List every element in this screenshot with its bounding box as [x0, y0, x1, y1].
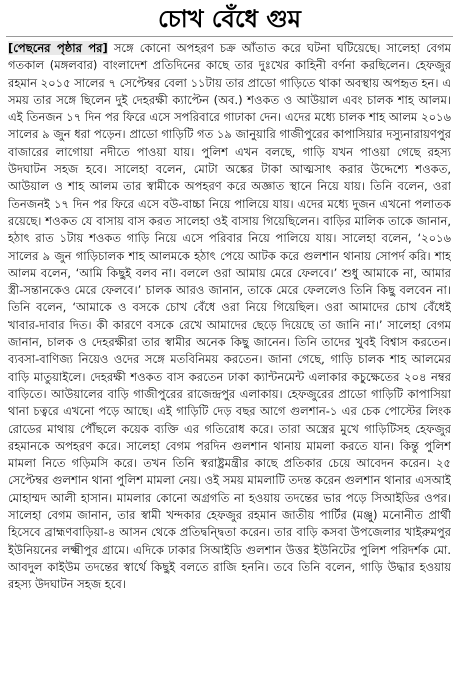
- article-text: সঙ্গে কোনো অপহরণ চক্র আঁতাত করে ঘটনা ঘটিয়েছে। সালেহা বেগম গতকাল (মঙ্গলবার) বাংলাদেশ প্রতিদিনের কাছে তার দুঃখের কাহিনী বর্ণনা করছিলেন। হেফজুর রহমান ২০১৫ সালের ৭ সেপ্টেম্বর বেলা ১১টায় তার প্রাডো গাড়িতে থাকা অবস্থায় অপহৃত হন। এ সময় তার সঙ্গে ছিলেন দুই দেহরক্ষী ক্যাপ্টেন (অব.) শওকত ও আউয়াল এবং চালক শাহ আলম। এই তিনজন ১৭ দিন পর ফিরে এসে সপরিবারে গাঢাকা দেন। এদের মধ্যে চালক শাহ আলম ২০১৬ সালের ৯ জুন ধরা পড়েন। প্রাডো গাড়িটি গত ১৯ জানুয়ারি গাজীপুরের কাপাসিয়ার দস্যুনারায়ণপুর বাজারের লাগোয়া নদীতে পাওয়া যায়। পুলিশ এখন বলছে, গাড়ি যখন পাওয়া গেছে রহস্য উদঘাটন সহজ হবে। সালেহা বলেন, মোটা অঙ্কের টাকা আত্মসাৎ করার উদ্দেশ্যে শওকত, আউয়াল ও শাহ আলম তার স্বামীকে অপহরণ করে অজ্ঞাত স্থানে নিয়ে যায়। তিনি বলেন, ওরা তিনজনই ১৭ দিন পর ফিরে এসে বউ-বাচ্চা নিয়ে পালিয়ে যায়। এদের মধ্যে দুজন এখনো পলাতক রয়েছে। শওকত যে বাসায় বাস করত সালেহা ওই বাসায় গিয়েছিলেন। বাড়ির মালিক তাকে জানান, হঠাৎ রাত ১টায় শওকত গাড়ি নিয়ে এসে পরিবার নিয়ে পালিয়ে যায়। সালেহা বলেন, ‘২০১৬ সালের ৯ জুন গাড়িচালক শাহ আলমকে হঠাৎ পেয়ে আটক করে গুলশান থানায় সোপর্দ করি। শাহ আলম বলেন, ‘আমি কিছুই বলব না। বললে ওরা আমায় মেরে ফেলবে।’ শুধু আমাকে না, আমার স্ত্রী-সন্তানকেও মেরে ফেলবে।’ চালক আরও জানান, তাকে মেরে ফেললেও তিনি কিছু বলবেন না। তিনি বলেন, ‘আমাকে ও বসকে চোখ বেঁধে ওরা নিয়ে গিয়েছিল। ওরা আমাদের চোখ বেঁধেই খাবার-দাবার দিত। কী কারণে বসকে রেখে আমাদের ছেড়ে দিয়েছে তা জানি না।’ সালেহা বেগম জানান, চালক ও দেহরক্ষীরা তার স্বামীর অনেক কিছু জানেন। তিনি তাদের খুবই বিশ্বাস করতেন। ব্যবসা-বাণিজ্য নিয়েও ওদের সঙ্গে মতবিনিময় করতেন। জানা গেছে, গাড়ি চালক শাহ আলমের বাড়ি মাতুয়াইলে। দেহরক্ষী শওকত বাস করতেন ঢাকা ক্যান্টনমেন্ট এলাকার কচুক্ষেতের ২০৪ নম্বর বাড়িতে। আউয়ালের বাড়ি গাজীপুরের রাজেন্দ্রপুর এলাকায়। হেফজুরের প্রাডো গাড়িটি কাপাসিয়া থানা চত্বরে এখনো পড়ে আছে। এই গাড়িটি দেড় বছর আগে গুলশান-১ এর চেক পোস্টের লিংক রোডের মাথায় পৌঁছলে কয়েক ব্যক্তি এর গতিরোধ করে। তারা অস্ত্রের মুখে গাড়িটিসহ হেফজুর রহমানকে অপহরণ করে। সালেহা বেগম পরদিন গুলশান থানায় মামলা করতে যান। কিন্তু পুলিশ মামলা নিতে গড়িমসি করে। তখন তিনি স্বরাষ্ট্রমন্ত্রীর কাছে প্রতিকার চেয়ে আবেদন করেন। ২৫ সেপ্টেম্বর গুলশান থানা পুলিশ মামলা নেয়। ওই সময় মামলাটি তদন্ত করেন গুলশান থানার এসআই মোহাম্মদ আলী হাসান। মামলার কোনো অগ্রগতি না হওয়ায় তদন্তের ভার পড়ে সিআইডির ওপর। সালেহা বেগম জানান, তার স্বামী খন্দকার হেফজুর রহমান জাতীয় পার্টির (মঞ্জু) মনোনীত প্রার্থী হিসেবে ব্রাহ্মণবাড়িয়া-৪ আসন থেকে প্রতিদ্বন্দ্বিতা করেন। তার বাড়ি কসবা উপজেলার খাইরুমপুর ইউনিয়নের লক্ষ্মীপুর গ্রামে। এদিকে ঢাকার সিআইডি গুলশান উত্তর ইউনিটের পুলিশ পরিদর্শক মো. আবদুল কাইউম তদন্তের স্বার্থে কিছুই বলতে রাজি হননি। তবে তিনি বলেন, গাড়ি উদ্ধার হওয়ায় রহস্য উদঘাটন সহজ হবে।: [8, 41, 451, 592]
- headline-divider: [6, 36, 453, 37]
- article-body: [8, 40, 451, 690]
- continuation-kicker: [পেছনের পৃষ্ঠার পর]: [8, 41, 108, 55]
- article-headline: চোখ বেঁধে গুম: [158, 5, 301, 33]
